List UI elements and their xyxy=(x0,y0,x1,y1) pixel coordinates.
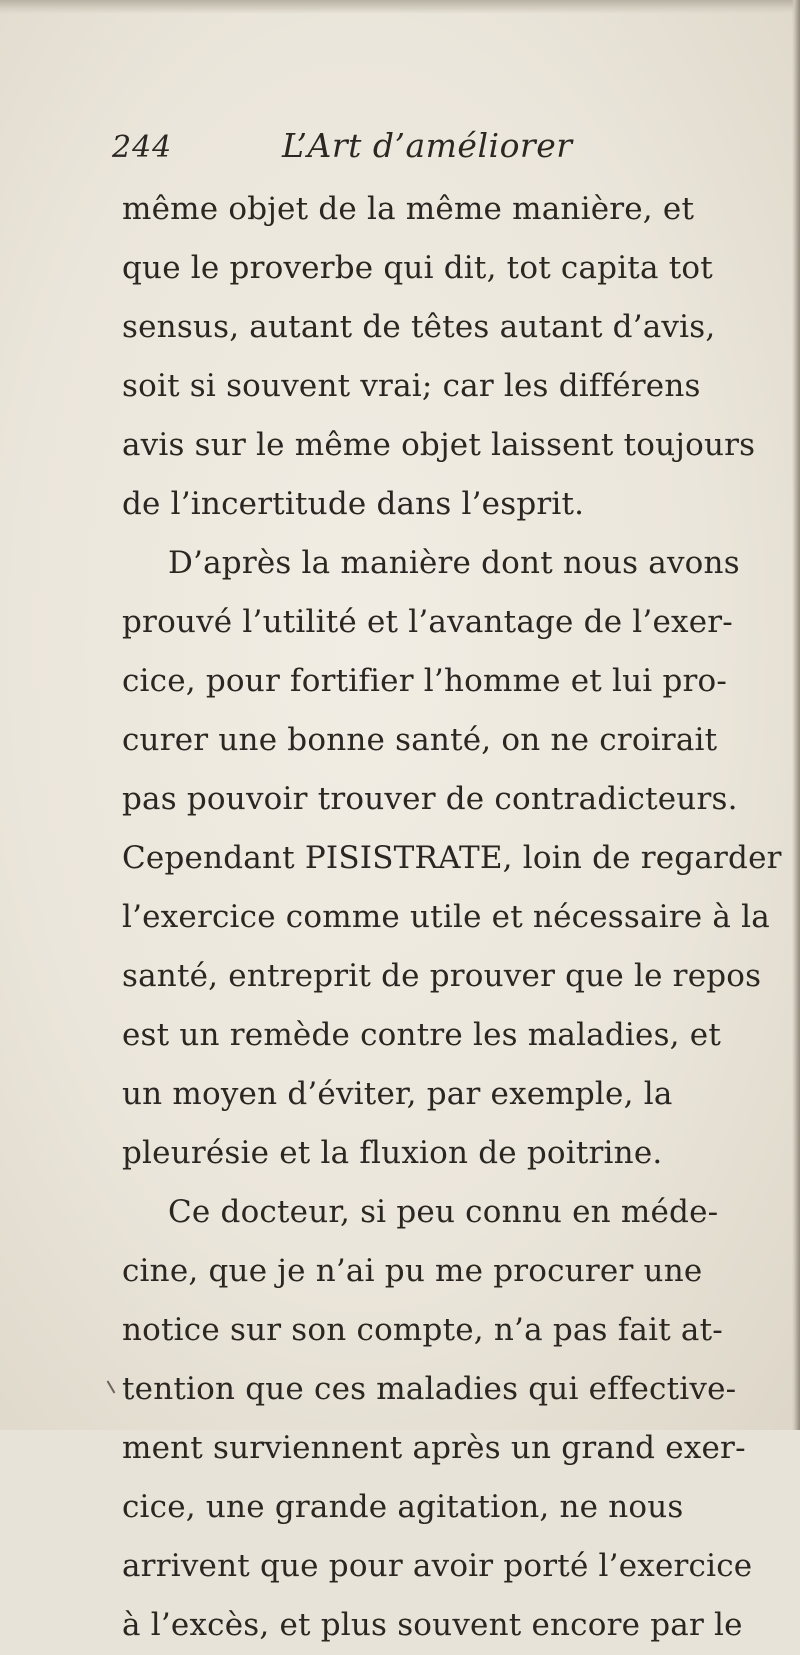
text-line: que le proverbe qui dit, tot capita tot xyxy=(122,250,713,286)
text-line: même objet de la même manière, et xyxy=(122,191,695,227)
page-number: 244 xyxy=(112,130,173,165)
text-line: cice, pour fortifier l’homme et lui pro- xyxy=(122,663,728,699)
running-head: L’Art d’améliorer xyxy=(282,126,573,165)
text-line: notice sur son compte, n’a pas fait at- xyxy=(122,1312,723,1348)
text-line: est un remède contre les maladies, et xyxy=(122,1017,721,1053)
text-line: cice, une grande agitation, ne nous xyxy=(122,1489,684,1525)
text-line: tention que ces maladies qui effective- xyxy=(122,1371,737,1407)
text-line: prouvé l’utilité et l’avantage de l’exer- xyxy=(122,604,733,640)
text-line: à l’excès, et plus souvent encore par le xyxy=(122,1607,743,1643)
text-line: D’après la manière dont nous avons xyxy=(168,545,740,581)
text-line: pas pouvoir trouver de contradicteurs. xyxy=(122,781,738,817)
ink-mark xyxy=(107,1380,116,1393)
body-text xyxy=(122,180,782,1655)
text-line: Cependant PISISTRATE, loin de regarder xyxy=(122,840,782,876)
text-line: l’exercice comme utile et nécessaire à la xyxy=(122,899,770,935)
text-line: avis sur le même objet laissent toujours xyxy=(122,427,756,463)
page-right-edge xyxy=(792,0,800,1430)
text-line: soit si souvent vrai; car les différens xyxy=(122,368,701,404)
page-top-edge xyxy=(0,0,800,14)
text-line: curer une bonne santé, on ne croirait xyxy=(122,722,718,758)
text-line: santé, entreprit de prouver que le repos xyxy=(122,958,762,994)
text-line: sensus, autant de têtes autant d’avis, xyxy=(122,309,716,345)
page-header xyxy=(112,120,712,170)
text-line: pleurésie et la fluxion de poitrine. xyxy=(122,1135,663,1171)
text-line: arrivent que pour avoir porté l’exercice xyxy=(122,1548,753,1584)
text-line: de l’incertitude dans l’esprit. xyxy=(122,486,585,522)
text-line: ment surviennent après un grand exer- xyxy=(122,1430,746,1466)
text-line: Ce docteur, si peu connu en méde- xyxy=(168,1194,719,1230)
text-line: cine, que je n’ai pu me procurer une xyxy=(122,1253,703,1289)
text-line: un moyen d’éviter, par exemple, la xyxy=(122,1076,673,1112)
